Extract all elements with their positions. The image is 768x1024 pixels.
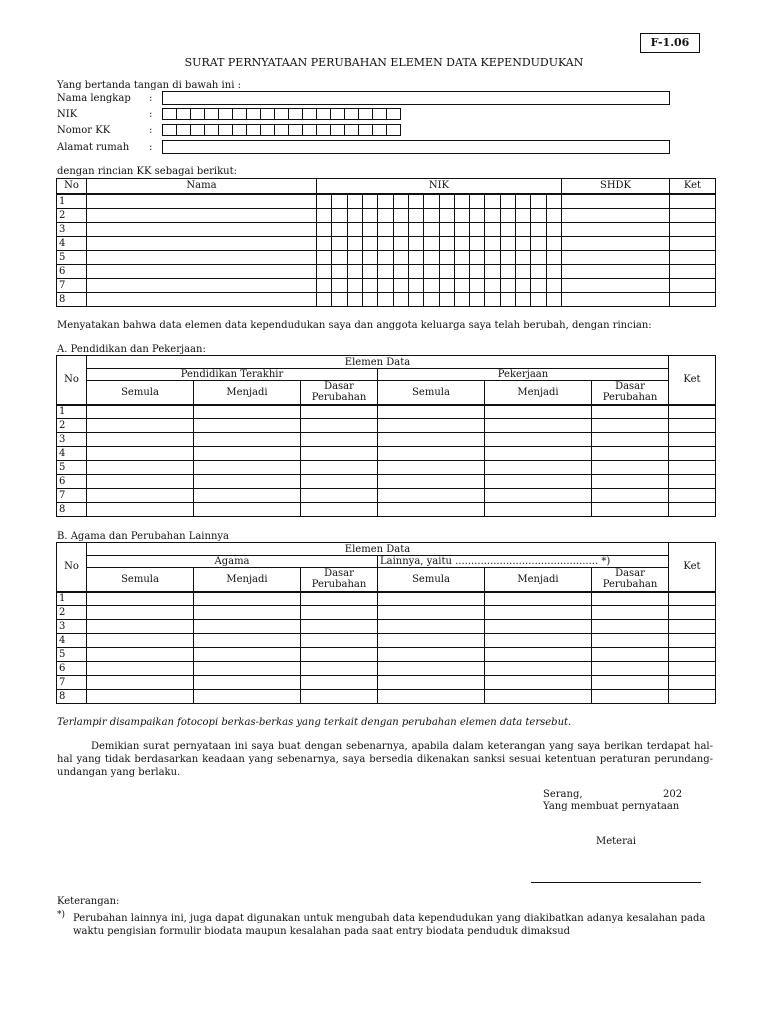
kk-row-nama[interactable]	[87, 194, 317, 209]
signature-year: 202	[663, 789, 683, 800]
a-row-cell[interactable]	[669, 475, 716, 489]
kk-row-nik[interactable]	[317, 208, 562, 222]
kk-colon: :	[149, 125, 153, 136]
a-row-cell[interactable]	[87, 419, 194, 433]
kk-row-nama[interactable]	[87, 208, 317, 222]
a-row-cell[interactable]	[485, 419, 592, 433]
a-row-cell[interactable]	[669, 419, 716, 433]
a-row-cell[interactable]	[194, 461, 301, 475]
notes-text: Perubahan lainnya ini, juga dapat digunakan untuk mengubah data kependudukan yang diakibatkan adanya kesalahan pada waktu pengisian formulir biodata maupun kesalahan pada saat entry biodata penduduk dimaksud	[73, 913, 706, 937]
kk-row-no: 7	[57, 278, 87, 292]
kk-row-nama[interactable]	[87, 222, 317, 236]
a-row-no: 4	[57, 447, 87, 461]
b-row-cell[interactable]	[378, 592, 485, 606]
b-row-cell[interactable]	[592, 634, 669, 648]
kk-row-nik[interactable]	[317, 250, 562, 264]
kk-row-ket[interactable]	[670, 222, 716, 236]
a-row-no: 6	[57, 475, 87, 489]
kk-table-row	[57, 222, 716, 236]
kk-row-shdk[interactable]	[562, 222, 670, 236]
alamat-colon: :	[149, 142, 153, 153]
kk-table-row	[57, 264, 716, 278]
b-row-cell[interactable]	[669, 606, 716, 620]
a-row-no: 3	[57, 433, 87, 447]
b-row-cell[interactable]	[194, 620, 301, 634]
a-row-cell[interactable]	[194, 405, 301, 419]
nik-colon: :	[149, 109, 153, 120]
b-row-cell[interactable]	[378, 620, 485, 634]
stamp-label: Meterai	[596, 836, 637, 847]
a-row-cell[interactable]	[592, 447, 669, 461]
a-row-cell[interactable]	[485, 489, 592, 503]
b-row-cell[interactable]	[301, 676, 378, 690]
section-a-title: A. Pendidikan dan Pekerjaan:	[57, 344, 206, 355]
attachment-note: Terlampir disampaikan fotocopi berkas-berkas yang terkait dengan perubahan elemen data tersebut.	[57, 717, 572, 728]
a-row-cell[interactable]	[301, 461, 378, 475]
kk-row-no: 8	[57, 292, 87, 306]
b-row-cell[interactable]	[194, 648, 301, 662]
kk-row-nik[interactable]	[317, 264, 562, 278]
a-row-cell[interactable]	[485, 433, 592, 447]
b-dasar-2-line1: Dasar	[615, 568, 645, 580]
b-table-row	[57, 634, 716, 648]
kk-col-nama: Nama	[87, 179, 317, 194]
nama-colon: :	[149, 93, 153, 104]
b-row-cell[interactable]	[485, 676, 592, 690]
b-row-cell[interactable]	[669, 634, 716, 648]
b-table-row	[57, 648, 716, 662]
b-table-row	[57, 690, 716, 704]
a-row-cell[interactable]	[485, 475, 592, 489]
a-row-cell[interactable]	[301, 447, 378, 461]
a-row-cell[interactable]	[669, 447, 716, 461]
a-table-row	[57, 503, 716, 517]
a-row-cell[interactable]	[485, 405, 592, 419]
nik-field[interactable]	[162, 108, 400, 120]
a-col-no: No	[57, 356, 87, 405]
b-row-cell[interactable]	[301, 690, 378, 704]
b-row-cell[interactable]	[378, 648, 485, 662]
b-row-no: 5	[57, 648, 87, 662]
kk-label: Nomor KK	[57, 125, 111, 136]
signature-place: Serang,	[543, 789, 583, 800]
kk-row-shdk[interactable]	[562, 264, 670, 278]
closing-paragraph: Demikian surat pernyataan ini saya buat dengan sebenarnya, apabila dalam keterangan yang saya berikan terdapat hal-hal yang tidak berdasarkan keadaan yang sebenarnya, saya bersedia dikenakan sanksi sesuai ketentuan peraturan perundang-undangan yang berlaku.	[57, 741, 713, 778]
a-row-cell[interactable]	[87, 433, 194, 447]
b-row-cell[interactable]	[378, 676, 485, 690]
a-row-cell[interactable]	[194, 433, 301, 447]
b-row-cell[interactable]	[194, 690, 301, 704]
a-row-cell[interactable]	[669, 461, 716, 475]
a-semula-1: Semula	[87, 381, 194, 405]
b-dasar-1-line1: Dasar	[324, 568, 354, 580]
kk-row-nama[interactable]	[87, 250, 317, 264]
notes-label: Keterangan:	[57, 896, 120, 907]
a-row-cell[interactable]	[378, 503, 485, 517]
a-dasar-2	[592, 381, 669, 405]
b-row-cell[interactable]	[592, 606, 669, 620]
kk-col-no: No	[57, 179, 87, 194]
a-menjadi-2: Menjadi	[485, 381, 592, 405]
kk-row-ket[interactable]	[670, 264, 716, 278]
b-row-cell[interactable]	[301, 634, 378, 648]
a-row-cell[interactable]	[669, 489, 716, 503]
a-row-cell[interactable]	[301, 405, 378, 419]
kk-row-no: 2	[57, 208, 87, 222]
a-menjadi-1: Menjadi	[194, 381, 301, 405]
kk-intro: dengan rincian KK sebagai berikut:	[57, 166, 237, 177]
kk-row-no: 1	[57, 194, 87, 209]
a-row-cell[interactable]	[592, 461, 669, 475]
kk-row-shdk[interactable]	[562, 278, 670, 292]
b-row-cell[interactable]	[87, 592, 194, 606]
b-row-cell[interactable]	[194, 606, 301, 620]
statement-text: Menyatakan bahwa data elemen data kependudukan saya dan anggota keluarga saya telah berubah, dengan rincian:	[57, 320, 652, 331]
b-dasar-1	[301, 568, 378, 592]
b-menjadi-1: Menjadi	[194, 568, 301, 592]
b-row-cell[interactable]	[485, 648, 592, 662]
b-row-cell[interactable]	[669, 690, 716, 704]
intro-text: Yang bertanda tangan di bawah ini :	[57, 80, 241, 91]
b-row-cell[interactable]	[378, 690, 485, 704]
b-row-cell[interactable]	[194, 676, 301, 690]
kk-field[interactable]	[162, 124, 400, 136]
b-row-cell[interactable]	[301, 592, 378, 606]
b-row-cell[interactable]	[378, 634, 485, 648]
a-dasar-2-line1: Dasar	[615, 381, 645, 393]
kk-row-ket[interactable]	[670, 208, 716, 222]
b-semula-1: Semula	[87, 568, 194, 592]
a-dasar-1-line1: Dasar	[324, 381, 354, 393]
kk-row-shdk[interactable]	[562, 208, 670, 222]
b-col-ket: Ket	[669, 543, 716, 592]
a-table-row	[57, 461, 716, 475]
b-row-cell[interactable]	[87, 634, 194, 648]
a-row-cell[interactable]	[194, 419, 301, 433]
b-row-cell[interactable]	[378, 662, 485, 676]
b-row-cell[interactable]	[669, 592, 716, 606]
a-row-cell[interactable]	[194, 503, 301, 517]
a-row-cell[interactable]	[669, 405, 716, 419]
a-col-ket: Ket	[669, 356, 716, 405]
kk-row-ket[interactable]	[670, 194, 716, 209]
a-row-cell[interactable]	[485, 447, 592, 461]
kk-table	[56, 178, 716, 307]
b-row-no: 3	[57, 620, 87, 634]
b-row-cell[interactable]	[378, 606, 485, 620]
b-row-cell[interactable]	[485, 606, 592, 620]
b-row-cell[interactable]	[592, 592, 669, 606]
a-row-cell[interactable]	[592, 433, 669, 447]
a-row-cell[interactable]	[194, 475, 301, 489]
b-row-cell[interactable]	[592, 662, 669, 676]
a-row-cell[interactable]	[378, 419, 485, 433]
b-table-row	[57, 676, 716, 690]
b-row-cell[interactable]	[301, 606, 378, 620]
a-table-row	[57, 405, 716, 419]
a-row-cell[interactable]	[669, 433, 716, 447]
a-row-cell[interactable]	[669, 503, 716, 517]
b-row-cell[interactable]	[87, 620, 194, 634]
a-row-cell[interactable]	[194, 447, 301, 461]
b-row-cell[interactable]	[592, 648, 669, 662]
b-row-cell[interactable]	[87, 606, 194, 620]
a-table-row	[57, 475, 716, 489]
a-row-cell[interactable]	[378, 489, 485, 503]
b-row-cell[interactable]	[669, 662, 716, 676]
b-row-cell[interactable]	[194, 634, 301, 648]
b-row-cell[interactable]	[485, 662, 592, 676]
a-row-cell[interactable]	[301, 489, 378, 503]
a-row-cell[interactable]	[485, 503, 592, 517]
a-row-cell[interactable]	[592, 405, 669, 419]
nama-label: Nama lengkap	[57, 93, 131, 104]
a-row-cell[interactable]	[378, 433, 485, 447]
kk-row-no: 4	[57, 236, 87, 250]
a-row-cell[interactable]	[301, 475, 378, 489]
section-a-table	[56, 355, 716, 517]
a-row-cell[interactable]	[592, 503, 669, 517]
b-row-cell[interactable]	[194, 662, 301, 676]
b-row-cell[interactable]	[301, 648, 378, 662]
b-row-cell[interactable]	[485, 634, 592, 648]
a-row-cell[interactable]	[301, 419, 378, 433]
a-row-cell[interactable]	[485, 461, 592, 475]
a-row-cell[interactable]	[378, 475, 485, 489]
kk-row-nik[interactable]	[317, 278, 562, 292]
kk-row-nik[interactable]	[317, 222, 562, 236]
kk-table-row	[57, 292, 716, 306]
a-row-cell[interactable]	[592, 489, 669, 503]
kk-table-row	[57, 278, 716, 292]
b-row-cell[interactable]	[87, 676, 194, 690]
a-table-row	[57, 489, 716, 503]
kk-row-ket[interactable]	[670, 250, 716, 264]
signature-maker: Yang membuat pernyataan	[543, 801, 680, 812]
a-row-cell[interactable]	[194, 489, 301, 503]
kk-table-row	[57, 236, 716, 250]
b-row-cell[interactable]	[669, 676, 716, 690]
kk-row-shdk[interactable]	[562, 236, 670, 250]
a-row-cell[interactable]	[378, 461, 485, 475]
kk-row-no: 6	[57, 264, 87, 278]
kk-row-ket[interactable]	[670, 292, 716, 306]
nik-label: NIK	[57, 109, 78, 120]
b-semula-2: Semula	[378, 568, 485, 592]
b-menjadi-2: Menjadi	[485, 568, 592, 592]
nama-field[interactable]	[162, 91, 670, 105]
a-row-cell[interactable]	[378, 405, 485, 419]
b-row-cell[interactable]	[669, 620, 716, 634]
a-row-cell[interactable]	[592, 475, 669, 489]
b-row-cell[interactable]	[485, 592, 592, 606]
kk-row-no: 5	[57, 250, 87, 264]
b-group-agama: Agama	[87, 556, 378, 568]
b-row-no: 7	[57, 676, 87, 690]
signature-line	[531, 882, 701, 883]
b-row-cell[interactable]	[669, 648, 716, 662]
kk-row-ket[interactable]	[670, 236, 716, 250]
b-row-cell[interactable]	[592, 690, 669, 704]
kk-row-ket[interactable]	[670, 278, 716, 292]
b-row-cell[interactable]	[301, 662, 378, 676]
kk-row-nama[interactable]	[87, 292, 317, 306]
kk-row-nik[interactable]	[317, 236, 562, 250]
kk-col-nik: NIK	[317, 179, 562, 194]
kk-row-shdk[interactable]	[562, 250, 670, 264]
section-b-table	[56, 542, 716, 704]
a-group-pekerjaan: Pekerjaan	[378, 369, 669, 381]
kk-row-nama[interactable]	[87, 236, 317, 250]
a-dasar-2-line2: Perubahan	[602, 392, 658, 404]
b-row-cell[interactable]	[485, 690, 592, 704]
b-row-no: 4	[57, 634, 87, 648]
b-row-cell[interactable]	[592, 620, 669, 634]
b-table-row	[57, 592, 716, 606]
kk-row-no: 3	[57, 222, 87, 236]
kk-row-nama[interactable]	[87, 278, 317, 292]
kk-row-nik[interactable]	[317, 292, 562, 306]
b-row-cell[interactable]	[87, 648, 194, 662]
b-row-no: 2	[57, 606, 87, 620]
a-table-row	[57, 447, 716, 461]
kk-table-row	[57, 194, 716, 209]
a-semula-2: Semula	[378, 381, 485, 405]
a-table-row	[57, 433, 716, 447]
b-row-no: 6	[57, 662, 87, 676]
b-table-row	[57, 662, 716, 676]
kk-row-nik[interactable]	[317, 194, 562, 209]
kk-row-nama[interactable]	[87, 264, 317, 278]
kk-col-ket: Ket	[670, 179, 716, 194]
kk-table-row	[57, 250, 716, 264]
section-b-title: B. Agama dan Perubahan Lainnya	[57, 531, 229, 542]
b-row-cell[interactable]	[87, 690, 194, 704]
a-row-no: 5	[57, 461, 87, 475]
b-row-cell[interactable]	[87, 662, 194, 676]
alamat-field[interactable]	[162, 140, 670, 154]
form-code: F-1.06	[640, 33, 700, 53]
b-dasar-2	[592, 568, 669, 592]
a-dasar-1	[301, 381, 378, 405]
b-group-lainnya: Lainnya, yaitu ............................................. *)	[378, 556, 669, 568]
a-row-no: 8	[57, 503, 87, 517]
a-row-cell[interactable]	[301, 503, 378, 517]
b-row-no: 8	[57, 690, 87, 704]
a-row-cell[interactable]	[87, 489, 194, 503]
a-group-pendidikan: Pendidikan Terakhir	[87, 369, 378, 381]
a-row-cell[interactable]	[301, 433, 378, 447]
a-row-no: 2	[57, 419, 87, 433]
kk-col-shdk: SHDK	[562, 179, 670, 194]
a-row-cell[interactable]	[592, 419, 669, 433]
b-row-no: 1	[57, 592, 87, 606]
kk-table-row	[57, 208, 716, 222]
page-title: SURAT PERNYATAAN PERUBAHAN ELEMEN DATA KEPENDUDUKAN	[184, 56, 584, 69]
a-row-no: 7	[57, 489, 87, 503]
b-dasar-2-line2: Perubahan	[602, 579, 658, 591]
a-table-row	[57, 419, 716, 433]
kk-row-shdk[interactable]	[562, 194, 670, 209]
a-row-cell[interactable]	[87, 503, 194, 517]
b-row-cell[interactable]	[194, 592, 301, 606]
b-row-cell[interactable]	[485, 620, 592, 634]
alamat-label: Alamat rumah	[57, 142, 130, 153]
a-row-cell[interactable]	[87, 461, 194, 475]
a-dasar-1-line2: Perubahan	[311, 392, 367, 404]
a-row-cell[interactable]	[87, 447, 194, 461]
b-table-row	[57, 606, 716, 620]
notes-mark: *)	[57, 910, 66, 920]
b-row-cell[interactable]	[301, 620, 378, 634]
kk-row-shdk[interactable]	[562, 292, 670, 306]
a-row-cell[interactable]	[87, 405, 194, 419]
b-col-no: No	[57, 543, 87, 592]
a-row-cell[interactable]	[87, 475, 194, 489]
a-elemen-data: Elemen Data	[87, 356, 669, 369]
a-row-cell[interactable]	[378, 447, 485, 461]
b-elemen-data: Elemen Data	[87, 543, 669, 556]
b-dasar-1-line2: Perubahan	[311, 579, 367, 591]
b-row-cell[interactable]	[592, 676, 669, 690]
b-table-row	[57, 620, 716, 634]
a-row-no: 1	[57, 405, 87, 419]
